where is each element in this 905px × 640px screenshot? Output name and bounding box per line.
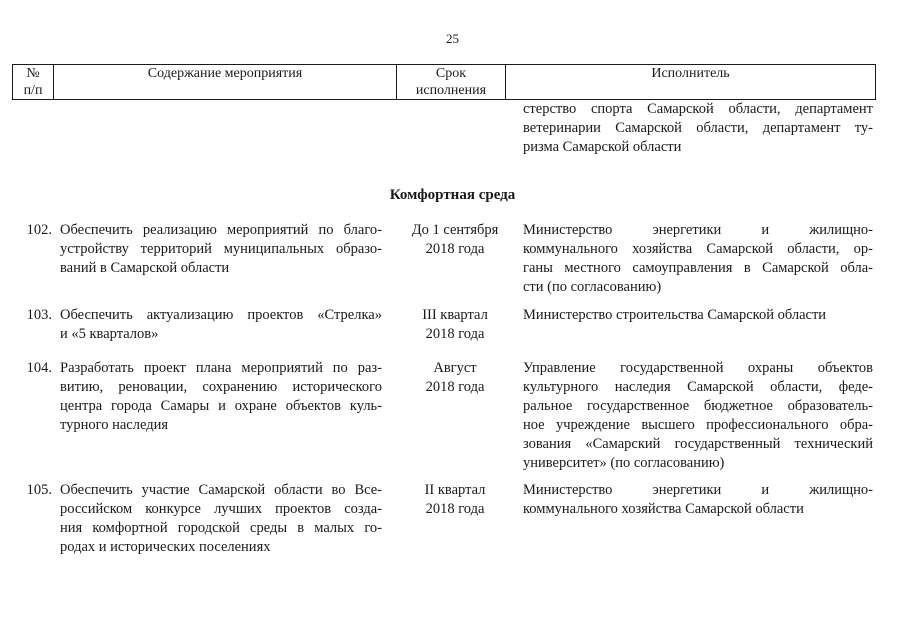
continued-executor-text: [523, 100, 873, 157]
text-line: витию, реновации, сохранению исторического: [60, 379, 382, 395]
text-line: III квартал: [422, 307, 488, 323]
text-line: устройству территорий муниципальных образо-: [60, 241, 382, 257]
text-line: ветеринарии Самарской области, департамент ту-: [523, 120, 873, 136]
row-executor: [523, 481, 873, 519]
row-executor: [523, 359, 873, 473]
text-line: Министерство строительства Самарской области: [523, 307, 827, 323]
text-line: Министерство энергетики и жилищно-: [523, 222, 873, 238]
header-term-line: исполнения: [415, 83, 487, 98]
text-line: ное учреждение высшего профессионального обра-: [523, 417, 873, 433]
row-number: 104.: [26, 360, 52, 376]
row-description: [60, 221, 382, 278]
text-line: 2018 года: [425, 241, 485, 257]
row-term: [395, 221, 515, 259]
text-line: Обеспечить участие Самарской области во Все-: [60, 482, 382, 498]
header-number-cell: [13, 65, 54, 100]
row-description: [60, 481, 382, 557]
text-line: зования «Самарский государственный технический: [523, 436, 873, 452]
text-line: стерство спорта Самарской области, департамент: [523, 101, 873, 117]
header-content-cell: [54, 65, 397, 100]
header-number-line: п/п: [23, 83, 43, 98]
row-term: [395, 306, 515, 344]
text-line: ваний в Самарской области: [60, 260, 230, 276]
text-line: Разработать проект плана мероприятий по раз-: [60, 360, 382, 376]
text-line: коммунального хозяйства Самарской области: [523, 501, 804, 517]
text-line: российском конкурсе лучших проектов созда-: [60, 501, 382, 517]
header-content-label: Содержание мероприятия: [147, 66, 303, 81]
table-header: [12, 64, 876, 100]
text-line: ральное государственное бюджетное образователь-: [523, 398, 873, 414]
text-line: турного наследия: [60, 417, 169, 433]
text-line: ганы местного самоуправления в Самарской обла-: [523, 260, 873, 276]
text-line: До 1 сентября: [411, 222, 499, 238]
header-executor-cell: [506, 65, 876, 100]
text-line: центра города Самары и охране объектов куль-: [60, 398, 382, 414]
text-line: 2018 года: [425, 379, 485, 395]
row-number: 105.: [26, 482, 52, 498]
text-line: Министерство энергетики и жилищно-: [523, 482, 873, 498]
header-term-line: Срок: [435, 66, 467, 81]
text-line: Август: [433, 360, 477, 376]
text-line: ризма Самарской области: [523, 139, 682, 155]
text-line: родах и исторических поселениях: [60, 539, 271, 555]
text-line: ния комфортной городской среды в малых го-: [60, 520, 382, 536]
text-line: и «5 кварталов»: [60, 326, 159, 342]
row-executor: [523, 306, 873, 325]
header-executor-label: Исполнитель: [651, 66, 730, 81]
text-line: Обеспечить реализацию мероприятий по благо-: [60, 222, 382, 238]
text-line: 2018 года: [425, 501, 485, 517]
row-executor: [523, 221, 873, 297]
text-line: коммунального хозяйства Самарской области, ор-: [523, 241, 873, 257]
row-term: [395, 481, 515, 519]
text-line: 2018 года: [425, 326, 485, 342]
row-number: 102.: [26, 222, 52, 238]
row-description: [60, 306, 382, 344]
text-line: культурного наследия Самарской области, феде-: [523, 379, 873, 395]
row-number: 103.: [26, 307, 52, 323]
text-line: Обеспечить актуализацию проектов «Стрелка»: [60, 307, 382, 323]
row-description: [60, 359, 382, 435]
page-number: 25: [446, 31, 459, 46]
text-line: Управление государственной охраны объектов: [523, 360, 873, 376]
section-title: Комфортная среда: [389, 187, 516, 203]
header-term-cell: [397, 65, 506, 100]
text-line: сти (по согласованию): [523, 279, 662, 295]
text-line: университет» (по согласованию): [523, 455, 725, 471]
text-line: II квартал: [424, 482, 486, 498]
header-number-line: №: [26, 66, 40, 81]
row-term: [395, 359, 515, 397]
